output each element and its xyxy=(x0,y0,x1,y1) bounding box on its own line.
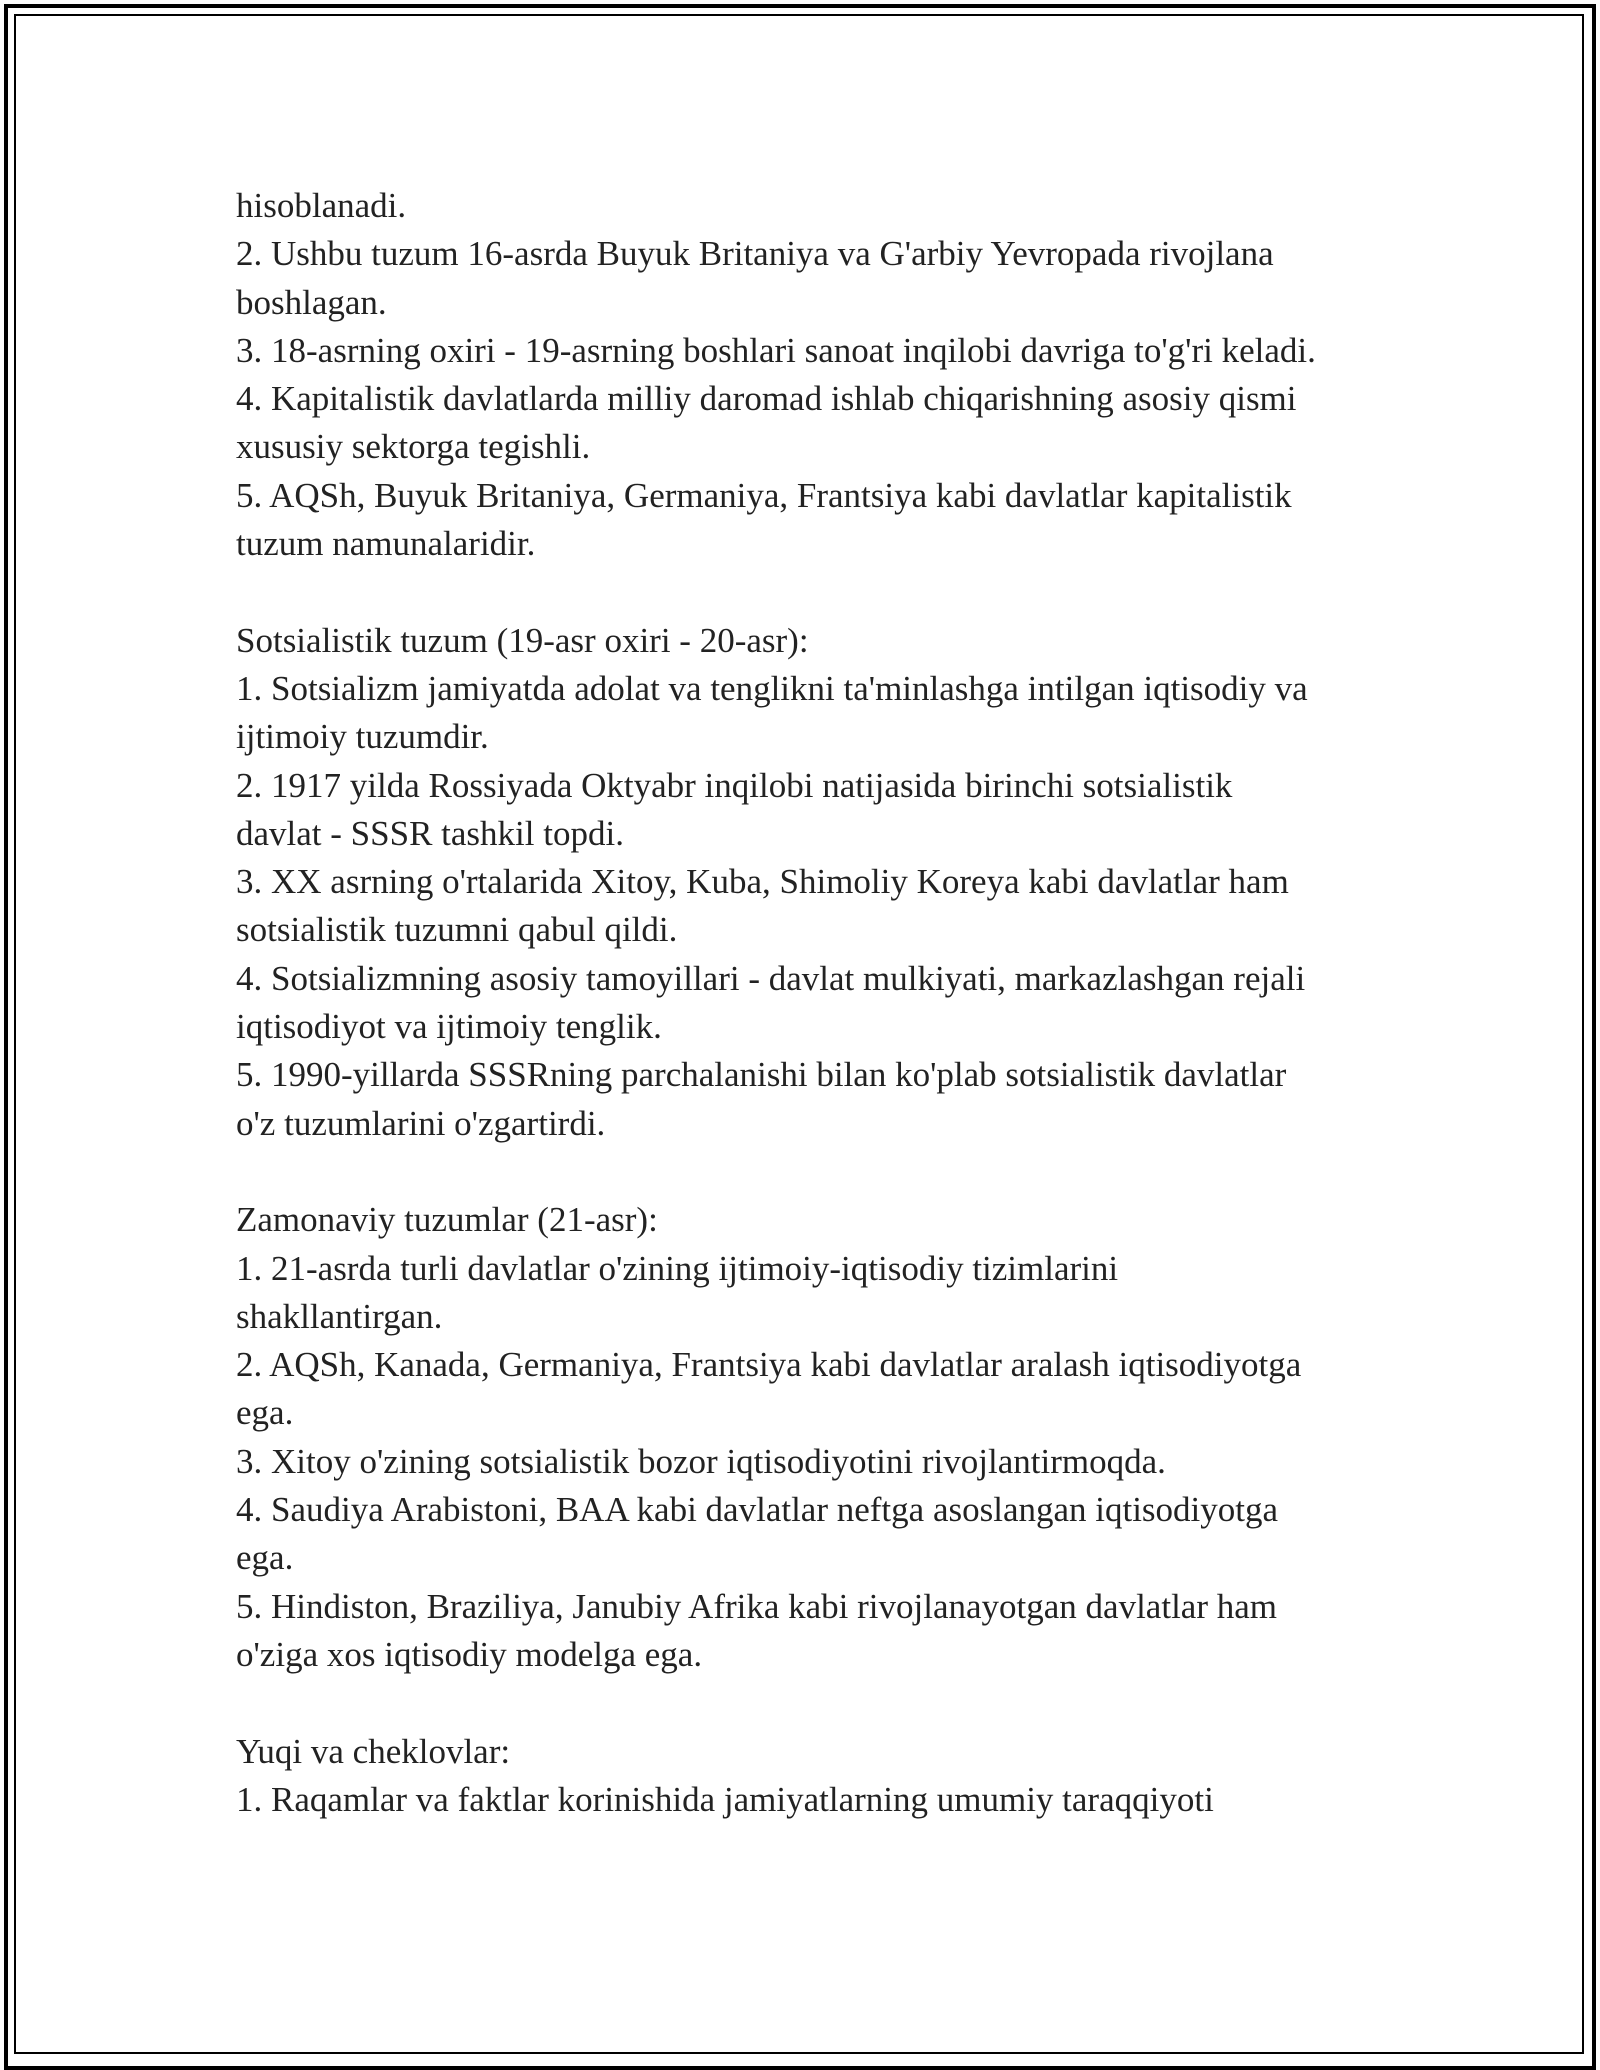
list-item-line: 5. AQSh, Buyuk Britaniya, Germaniya, Frantsiya kabi davlatlar kapitalistik xyxy=(236,475,1292,515)
document-body xyxy=(236,182,1396,1824)
list-item-line: sotsialistik tuzumni qabul qildi. xyxy=(236,910,678,950)
list-item-line: tuzum namunalaridir. xyxy=(236,524,536,564)
list-item-line: 4. Sotsializmning asosiy tamoyillari - davlat mulkiyati, markazlashgan rejali xyxy=(236,958,1306,998)
list-item-line: 4. Kapitalistik davlatlarda milliy daromad ishlab chiqarishning asosiy qismi xyxy=(236,379,1297,419)
list-item-line: ijtimoiy tuzumdir. xyxy=(236,717,489,757)
list-item-line: 3. Xitoy o'zining sotsialistik bozor iqtisodiyotini rivojlantirmoqda. xyxy=(236,1441,1166,1481)
list-item-line: 3. 18-asrning oxiri - 19-asrning boshlari sanoat inqilobi davriga to'g'ri keladi. xyxy=(236,330,1316,370)
list-item-line: o'ziga xos iqtisodiy modelga ega. xyxy=(236,1634,703,1674)
paragraph-gap xyxy=(236,568,1396,616)
list-item-line: 2. AQSh, Kanada, Germaniya, Frantsiya kabi davlatlar aralash iqtisodiyotga xyxy=(236,1345,1302,1385)
list-item-line: 1. Sotsializm jamiyatda adolat va tenglikni ta'minlashga intilgan iqtisodiy va xyxy=(236,668,1308,708)
section-heading: Sotsialistik tuzum (19-asr oxiri - 20-asr): xyxy=(236,620,809,660)
paragraph-gap xyxy=(236,1148,1396,1196)
text-line: hisoblanadi. xyxy=(236,186,407,225)
section-heading: Zamonaviy tuzumlar (21-asr): xyxy=(236,1200,658,1240)
list-item-line: 1. Raqamlar va faktlar korinishida jamiyatlarning umumiy taraqqiyoti xyxy=(236,1779,1214,1819)
list-item-line: 5. Hindiston, Braziliya, Janubiy Afrika kabi rivojlanayotgan davlatlar ham xyxy=(236,1586,1277,1626)
list-item-line: iqtisodiyot va ijtimoiy tenglik. xyxy=(236,1007,662,1047)
list-item-line: xususiy sektorga tegishli. xyxy=(236,427,591,467)
list-item-line: 5. 1990-yillarda SSSRning parchalanishi bilan ko'plab sotsialistik davlatlar xyxy=(236,1055,1287,1095)
list-item-line: ega. xyxy=(236,1393,294,1433)
list-item-line: boshlagan. xyxy=(236,282,387,322)
list-item-line: ega. xyxy=(236,1538,294,1578)
list-item-line: 2. Ushbu tuzum 16-asrda Buyuk Britaniya va G'arbiy Yevropada rivojlana xyxy=(236,234,1274,274)
paragraph-gap xyxy=(236,1679,1396,1727)
list-item-line: o'z tuzumlarini o'zgartirdi. xyxy=(236,1103,606,1143)
list-item-line: 3. XX asrning o'rtalarida Xitoy, Kuba, Shimoliy Koreya kabi davlatlar ham xyxy=(236,862,1289,902)
list-item-line: 2. 1917 yilda Rossiyada Oktyabr inqilobi natijasida birinchi sotsialistik xyxy=(236,765,1233,805)
list-item-line: shakllantirgan. xyxy=(236,1296,443,1336)
list-item-line: 1. 21-asrda turli davlatlar o'zining ijtimoiy-iqtisodiy tizimlarini xyxy=(236,1248,1119,1288)
list-item-line: 4. Saudiya Arabistoni, BAA kabi davlatlar neftga asoslangan iqtisodiyotga xyxy=(236,1490,1279,1530)
list-item-line: davlat - SSSR tashkil topdi. xyxy=(236,813,624,853)
section-heading: Yuqi va cheklovlar: xyxy=(236,1731,511,1771)
